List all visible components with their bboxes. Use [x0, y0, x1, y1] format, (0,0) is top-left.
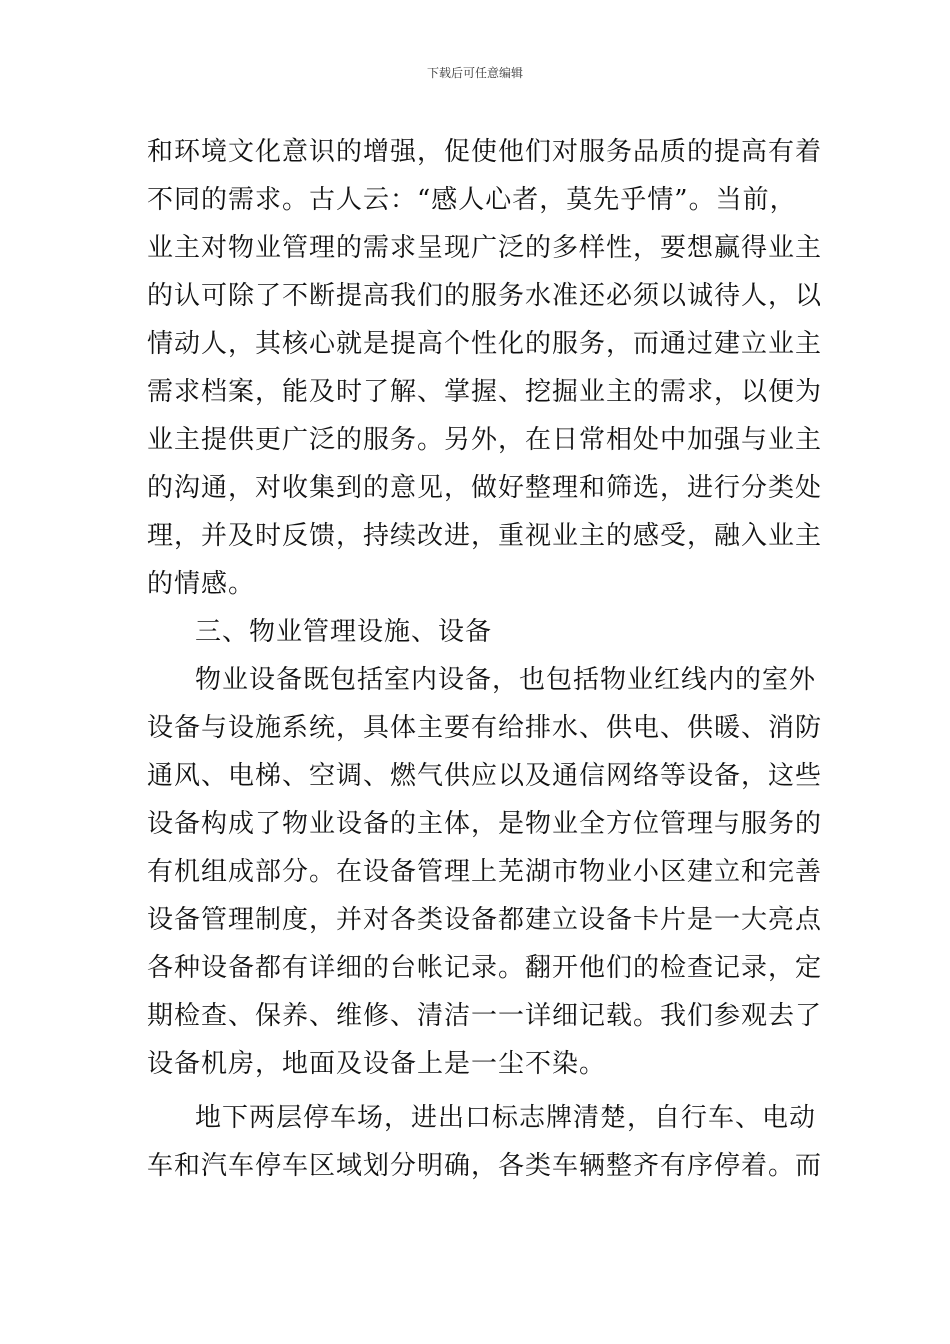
text-line: 设备机房，地面及设备上是一尘不染。 — [147, 1049, 607, 1079]
text-line: 设备管理制度，并对各类设备都建立设备卡片是一大亮点 — [147, 905, 823, 935]
paragraph-first-line: 地下两层停车场，进出口标志牌清楚，自行车、电动 — [195, 1103, 817, 1133]
page-header: 下载后可任意编辑 — [426, 66, 523, 80]
text-line: 设备构成了物业设备的主体，是物业全方位管理与服务的 — [147, 809, 823, 839]
text-line: 车和汽车停车区域划分明确，各类车辆整齐有序停着。而 — [147, 1151, 823, 1181]
text-line: 业主提供更广泛的服务。另外，在日常相处中加强与业主 — [147, 425, 823, 455]
section-heading: 三、物业管理设施、设备 — [195, 617, 493, 647]
text-line: 设备与设施系统，具体主要有给排水、供电、供暖、消防 — [147, 713, 823, 743]
text-line: 的认可除了不断提高我们的服务水准还必须以诚待人，以 — [147, 281, 823, 311]
text-line: 不同的需求。古人云：“感人心者，莫先乎情”。当前， — [147, 185, 797, 215]
text-line: 业主对物业管理的需求呈现广泛的多样性，要想赢得业主 — [147, 233, 823, 263]
text-line: 有机组成部分。在设备管理上芜湖市物业小区建立和完善 — [147, 857, 823, 887]
text-line: 的情感。 — [147, 569, 256, 599]
text-line: 需求档案，能及时了解、掌握、挖掘业主的需求，以便为 — [147, 377, 823, 407]
text-line: 的沟通，对收集到的意见，做好整理和筛选，进行分类处 — [147, 473, 823, 503]
text-line: 情动人，其核心就是提高个性化的服务，而通过建立业主 — [147, 329, 823, 359]
text-line: 各种设备都有详细的台帐记录。翻开他们的检查记录，定 — [147, 953, 823, 983]
text-line: 通风、电梯、空调、燃气供应以及通信网络等设备，这些 — [147, 761, 823, 791]
document-body — [147, 128, 823, 1190]
text-line: 期检查、保养、维修、清洁一一详细记载。我们参观去了 — [147, 1001, 823, 1031]
paragraph-first-line: 物业设备既包括室内设备，也包括物业红线内的室外 — [195, 665, 817, 695]
text-line: 理，并及时反馈，持续改进，重视业主的感受，融入业主 — [147, 521, 823, 551]
text-line: 和环境文化意识的增强，促使他们对服务品质的提高有着 — [147, 137, 823, 167]
